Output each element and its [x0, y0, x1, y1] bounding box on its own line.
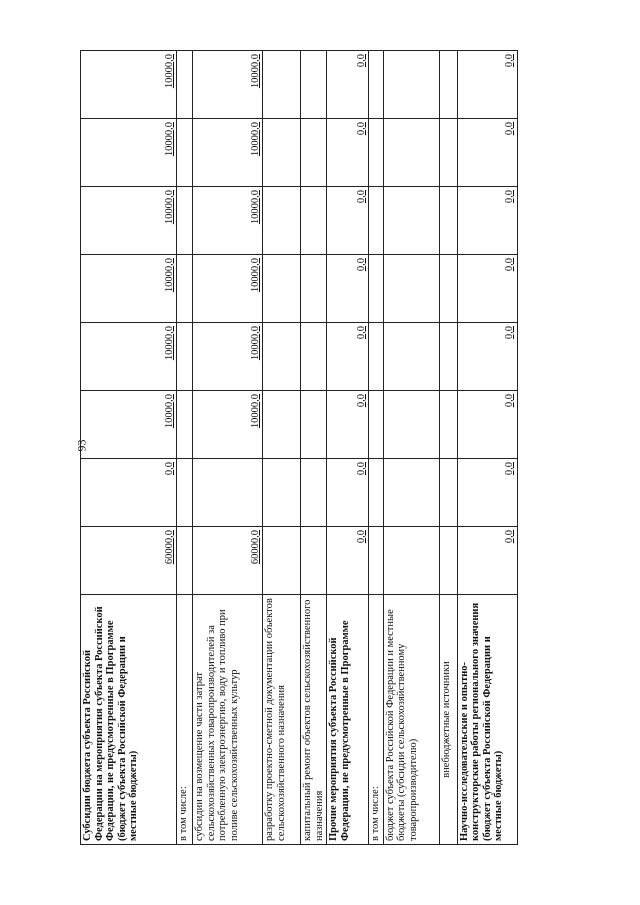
- value-cell: [301, 459, 327, 527]
- row-label: Прочие мероприятия субъекта Российской Федерации, не предусмотренные в Программе: [327, 595, 369, 845]
- value-cell: [301, 119, 327, 187]
- row-label: разработку проектно-сметной документации объектов сельскохозяйственного назначения: [263, 595, 301, 845]
- table-row: [457, 51, 517, 845]
- table-row: [193, 51, 263, 845]
- row-label: Научно-исследовательские и опытно-конструкторские работы регионального значения (бюджет субъекта Российской Федерации и местные бюджеты): [457, 595, 517, 845]
- value-cell: [301, 323, 327, 391]
- value-cell: [177, 255, 193, 323]
- value-cell: [301, 187, 327, 255]
- value-cell: [263, 323, 301, 391]
- table-row: [301, 51, 327, 845]
- value-cell: [177, 51, 193, 119]
- value-cell: 0,0: [457, 51, 517, 119]
- value-cell: [177, 527, 193, 595]
- value-cell: [439, 187, 457, 255]
- value-cell: [369, 391, 384, 459]
- rotated-table-container: [80, 54, 550, 845]
- page-number: 93: [74, 439, 89, 452]
- value-cell: 60000,0: [81, 527, 177, 595]
- value-cell: 0,0: [327, 255, 369, 323]
- value-cell: 0,0: [327, 459, 369, 527]
- value-cell: [263, 391, 301, 459]
- row-label: Субсидии бюджета субъекта Российской Федерации на мероприятия субъекта Российской Федерации, не предусмотренные в Программе (бюджет субъекта Российской Федерации и местные бюджеты): [81, 595, 177, 845]
- value-cell: [263, 187, 301, 255]
- value-cell: 0,0: [457, 459, 517, 527]
- value-cell: 10000,0: [193, 255, 263, 323]
- value-cell: [383, 51, 439, 119]
- value-cell: [193, 459, 263, 527]
- value-cell: 10000,0: [81, 187, 177, 255]
- row-label: в том числе:: [369, 595, 384, 845]
- value-cell: 0,0: [327, 119, 369, 187]
- value-cell: 60000,0: [193, 527, 263, 595]
- value-cell: [177, 119, 193, 187]
- value-cell: [439, 459, 457, 527]
- value-cell: 0,0: [327, 51, 369, 119]
- value-cell: [177, 323, 193, 391]
- value-cell: [383, 255, 439, 323]
- value-cell: [301, 51, 327, 119]
- value-cell: [263, 51, 301, 119]
- value-cell: [439, 527, 457, 595]
- value-cell: [369, 51, 384, 119]
- row-label: субсидии на возмещение части затрат сельскохозяйственных товаропроизводителей за потребленную электроэнергию, воду и топливо при поливе сельскохозяйственных культур: [193, 595, 263, 845]
- table-row: [177, 51, 193, 845]
- value-cell: 10000,0: [193, 391, 263, 459]
- value-cell: [369, 459, 384, 527]
- value-cell: 10000,0: [193, 119, 263, 187]
- value-cell: [369, 323, 384, 391]
- value-cell: 0,0: [457, 255, 517, 323]
- value-cell: [177, 459, 193, 527]
- value-cell: [439, 119, 457, 187]
- row-label: капитальный ремонт объектов сельскохозяйственного назначения: [301, 595, 327, 845]
- value-cell: [263, 527, 301, 595]
- value-cell: 10000,0: [81, 391, 177, 459]
- value-cell: [439, 255, 457, 323]
- value-cell: [301, 527, 327, 595]
- value-cell: 0,0: [327, 323, 369, 391]
- value-cell: [383, 459, 439, 527]
- value-cell: 0,0: [327, 527, 369, 595]
- value-cell: 0,0: [81, 459, 177, 527]
- value-cell: [177, 391, 193, 459]
- value-cell: 10000,0: [193, 323, 263, 391]
- value-cell: 0,0: [327, 187, 369, 255]
- table-body: [81, 51, 518, 845]
- value-cell: 10000,0: [81, 119, 177, 187]
- value-cell: 10000,0: [81, 323, 177, 391]
- value-cell: [439, 391, 457, 459]
- row-label: в том числе:: [177, 595, 193, 845]
- value-cell: [301, 391, 327, 459]
- table-row: [81, 51, 177, 845]
- table-row: [327, 51, 369, 845]
- value-cell: [383, 119, 439, 187]
- value-cell: 10000,0: [193, 51, 263, 119]
- value-cell: [263, 119, 301, 187]
- value-cell: [369, 187, 384, 255]
- value-cell: [263, 255, 301, 323]
- value-cell: 0,0: [457, 187, 517, 255]
- row-label: бюджет субъекта Российской Федерации и местные бюджеты (субсидии сельскохозяйственному товаропроизводителю): [383, 595, 439, 845]
- value-cell: [369, 255, 384, 323]
- value-cell: [301, 255, 327, 323]
- value-cell: [383, 391, 439, 459]
- value-cell: 10000,0: [81, 255, 177, 323]
- budget-table: [80, 50, 518, 845]
- value-cell: 0,0: [457, 119, 517, 187]
- table-row: [369, 51, 384, 845]
- value-cell: [383, 323, 439, 391]
- value-cell: [369, 527, 384, 595]
- value-cell: 0,0: [327, 391, 369, 459]
- table-row: [439, 51, 457, 845]
- table-row: [263, 51, 301, 845]
- value-cell: [383, 527, 439, 595]
- value-cell: 0,0: [457, 527, 517, 595]
- value-cell: 10000,0: [81, 51, 177, 119]
- table-row: [383, 51, 439, 845]
- value-cell: [263, 459, 301, 527]
- value-cell: 10000,0: [193, 187, 263, 255]
- value-cell: [439, 51, 457, 119]
- row-label: внебюджетные источники: [439, 595, 457, 845]
- value-cell: [439, 323, 457, 391]
- value-cell: [177, 187, 193, 255]
- value-cell: 0,0: [457, 323, 517, 391]
- value-cell: [369, 119, 384, 187]
- value-cell: [383, 187, 439, 255]
- value-cell: 0,0: [457, 391, 517, 459]
